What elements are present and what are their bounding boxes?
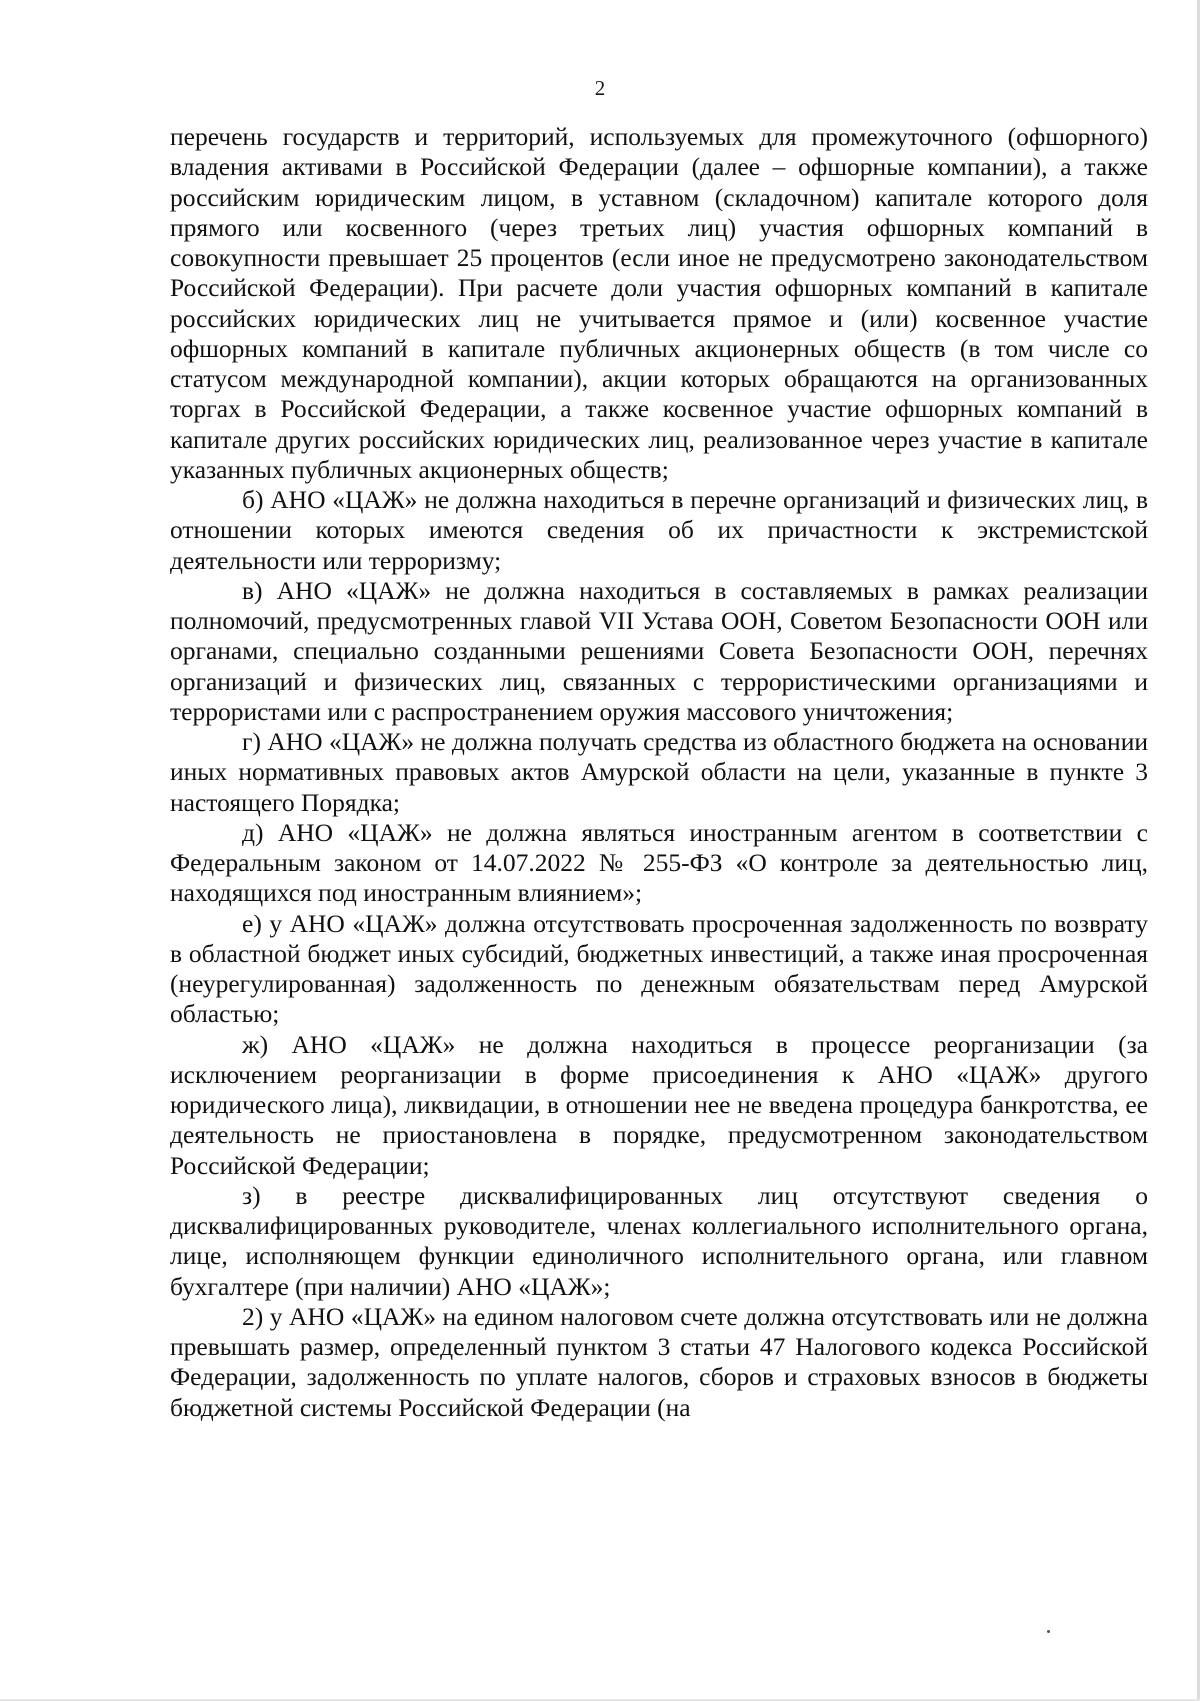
paragraph-item-e: е) у АНО «ЦАЖ» должна отсутствовать просроченная задолженность по возврату в областной бюджет иных субсидий, бюджетных инвестиций, а также иная просроченная (неурегулированная) задолженность по денежным обязательствам перед Амурской областью;: [170, 908, 1148, 1029]
paragraph-item-d: д) АНО «ЦАЖ» не должна являться иностранным агентом в соответствии с Федеральным законом от 14.07.2022 № 255-ФЗ «О контроле за деятельностью лиц, находящихся под иностранным влиянием»;: [170, 817, 1148, 908]
paragraph-item-z: з) в реестре дисквалифицированных лиц отсутствуют сведения о дисквалифицированных руководителе, членах коллегиального исполнительного органа, лице, исполняющем функции единоличного исполнительного органа, или главном бухгалтере (при наличии) АНО «ЦАЖ»;: [170, 1180, 1148, 1301]
paragraph-offshore-continuation: перечень государств и территорий, используемых для промежуточного (офшорного) владения активами в Российской Федерации (далее – офшорные компании), а также российским юридическим лицом, в уставном (складочном) капитале которого доля прямого или косвенного (через третьих лиц) участия офшорных компаний в совокупности превышает 25 процентов (если иное не предусмотрено законодательством Российской Федерации). При расчете доли участия офшорных компаний в капитале российских юридических лиц не учитывается прямое и (или) косвенное участие офшорных компаний в капитале публичных акционерных обществ (в том числе со статусом международной компании), акции которых обращаются на организованных торгах в Российской Федерации, а также косвенное участие офшорных компаний в капитале других российских юридических лиц, реализованное через участие в капитале указанных публичных акционерных обществ;: [170, 122, 1148, 484]
scan-speck: [1047, 1630, 1050, 1633]
paragraph-item-g: г) АНО «ЦАЖ» не должна получать средства из областного бюджета на основании иных нормативных правовых актов Амурской области на цели, указанные в пункте 3 настоящего Порядка;: [170, 727, 1148, 817]
paragraph-point-2: 2) у АНО «ЦАЖ» на едином налоговом счете должна отсутствовать или не должна превышать размер, определенный пунктом 3 статьи 47 Налогового кодекса Российской Федерации, задолженность по уплате налогов, сборов и страховых взносов в бюджеты бюджетной системы Российской Федерации (на: [170, 1301, 1148, 1422]
paragraph-item-zh: ж) АНО «ЦАЖ» не должна находиться в процессе реорганизации (за исключением реорганизации в форме присоединения к АНО «ЦАЖ» другого юридического лица), ликвидации, в отношении нее не введена процедура банкротства, ее деятельность не приостановлена в порядке, предусмотренном законодательством Российской Федерации;: [170, 1029, 1148, 1180]
paragraph-item-v: в) АНО «ЦАЖ» не должна находиться в составляемых в рамках реализации полномочий, предусмотренных главой VII Устава ООН, Советом Безопасности ООН или органами, специально созданными решениями Совета Безопасности ООН, перечнях организаций и физических лиц, связанных с террористическими организациями и террористами или с распространением оружия массового уничтожения;: [170, 575, 1148, 726]
document-body: [170, 122, 1148, 1423]
page-number: 2: [594, 76, 606, 100]
paragraph-item-b: б) АНО «ЦАЖ» не должна находиться в перечне организаций и физических лиц, в отношении которых имеются сведения об их причастности к экстремистской деятельности или терроризму;: [170, 485, 1148, 575]
